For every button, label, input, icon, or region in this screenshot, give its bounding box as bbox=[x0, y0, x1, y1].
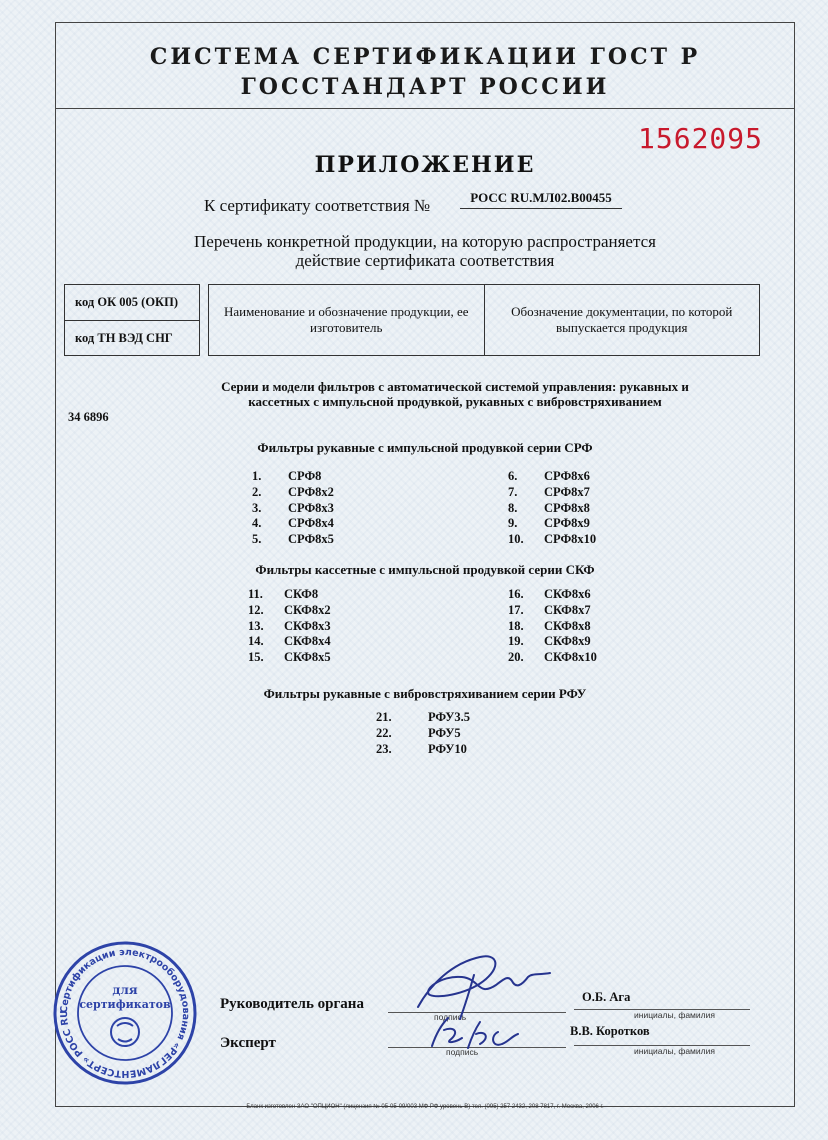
product-intro-line1: Серии и модели фильтров с автоматической системой управления: рукавных и bbox=[221, 379, 689, 394]
item-model-name: СКФ8х8 bbox=[544, 618, 591, 633]
item-number: 2. bbox=[252, 484, 262, 499]
section-title-srf: Фильтры рукавные с импульсной продувкой серии СРФ bbox=[257, 440, 593, 455]
expert-signature-caption: подпись bbox=[446, 1047, 479, 1057]
item-model-name: СКФ8х7 bbox=[544, 602, 591, 617]
list-heading-line1: Перечень конкретной продукции, на которую распространяется bbox=[194, 232, 656, 251]
item-number: 9. bbox=[508, 516, 518, 531]
system-title: СИСТЕМА СЕРТИФИКАЦИИ ГОСТ Р bbox=[149, 44, 701, 70]
section-title-rfu: Фильтры рукавные с вибровстряхиванием серии РФУ bbox=[263, 686, 587, 701]
item-number: 18. bbox=[508, 618, 524, 633]
list-item bbox=[508, 469, 596, 485]
srf-list-right bbox=[508, 469, 596, 548]
item-number: 12. bbox=[248, 602, 264, 617]
list-item bbox=[252, 516, 334, 532]
list-item bbox=[248, 603, 331, 619]
item-number: 15. bbox=[248, 650, 264, 665]
head-name: О.Б. Ага bbox=[582, 990, 631, 1004]
item-number: 1. bbox=[252, 469, 262, 483]
item-number: 14. bbox=[248, 634, 264, 649]
item-model-name: СКФ8х9 bbox=[544, 634, 591, 649]
form-serial-number: 1562095 bbox=[638, 122, 764, 155]
item-model-name: СРФ8х10 bbox=[544, 532, 597, 547]
product-name-column-header: Наименование и обозначение продукции, ее изготовитель bbox=[223, 304, 469, 335]
list-item bbox=[508, 532, 596, 548]
list-item bbox=[248, 650, 331, 666]
head-signature-caption: подпись bbox=[434, 1012, 467, 1022]
item-model-name: СРФ8х5 bbox=[288, 532, 334, 547]
okp-code-label: код ОК 005 (ОКП) bbox=[75, 295, 178, 309]
stamp-logo-mark bbox=[117, 1023, 133, 1042]
head-initials-caption: инициалы, фамилия bbox=[634, 1010, 715, 1020]
list-item bbox=[248, 619, 331, 635]
list-item bbox=[508, 501, 596, 517]
list-item bbox=[508, 619, 597, 635]
list-item bbox=[376, 710, 470, 726]
list-item bbox=[508, 650, 597, 666]
okp-code-value: 34 6896 bbox=[68, 410, 109, 424]
form-printer-footer: Бланк изготовлен ЗАО "ОПЦИОН" (лицензия № 05-05-09/003 МФ РФ уровень В) тел. (095) 257 2432, 208 7817, г. Москва, 2006 г. bbox=[246, 1104, 604, 1110]
item-number: 8. bbox=[508, 500, 518, 515]
list-item bbox=[508, 603, 597, 619]
item-model-name: СКФ8 bbox=[284, 587, 319, 601]
item-model-name: СКФ8х6 bbox=[544, 587, 591, 601]
list-item bbox=[376, 726, 470, 742]
list-item bbox=[508, 634, 597, 650]
certificate-number: РОСС RU.МЛ02.В00455 bbox=[460, 190, 622, 209]
column-header-box bbox=[208, 284, 760, 356]
item-model-name: СРФ8 bbox=[288, 469, 322, 483]
item-number: 6. bbox=[508, 469, 518, 483]
list-item bbox=[252, 532, 334, 548]
expert-initials-caption: инициалы, фамилия bbox=[634, 1046, 715, 1056]
item-model-name: СКФ8х3 bbox=[284, 618, 331, 633]
item-number: 22. bbox=[376, 725, 392, 740]
item-number: 7. bbox=[508, 484, 518, 499]
item-number: 23. bbox=[376, 741, 392, 756]
list-heading-line2: действие сертификата соответствия bbox=[295, 251, 555, 270]
item-model-name: РФУ3.5 bbox=[428, 710, 471, 724]
certificate-reference-label: К сертификату соответствия № bbox=[204, 196, 431, 215]
item-model-name: СКФ8х4 bbox=[284, 634, 331, 649]
code-header-box bbox=[64, 284, 200, 356]
item-number: 17. bbox=[508, 602, 524, 617]
item-number: 20. bbox=[508, 650, 524, 665]
expert-name: В.В. Коротков bbox=[570, 1024, 650, 1038]
item-model-name: СРФ8х2 bbox=[288, 484, 334, 499]
item-number: 3. bbox=[252, 500, 262, 515]
documentation-column-header: Обозначение документации, по которой выпускается продукция bbox=[484, 285, 760, 355]
item-model-name: СРФ8х4 bbox=[288, 516, 334, 531]
list-item bbox=[508, 587, 597, 603]
item-number: 16. bbox=[508, 587, 524, 601]
item-number: 19. bbox=[508, 634, 524, 649]
rfu-list bbox=[376, 710, 470, 757]
list-item bbox=[508, 516, 596, 532]
item-model-name: СРФ8х8 bbox=[544, 500, 590, 515]
skf-list-left bbox=[248, 587, 331, 666]
organization-stamp bbox=[52, 940, 198, 1086]
tnved-code-label: код ТН ВЭД СНГ bbox=[65, 320, 199, 356]
agency-title: ГОССТАНДАРТ РОССИИ bbox=[240, 74, 610, 100]
appendix-title: ПРИЛОЖЕНИЕ bbox=[314, 152, 536, 178]
list-item bbox=[252, 469, 334, 485]
item-model-name: СКФ8х10 bbox=[544, 650, 597, 665]
expert-signature bbox=[420, 1012, 540, 1060]
item-model-name: СРФ8х3 bbox=[288, 500, 334, 515]
item-model-name: СРФ8х9 bbox=[544, 516, 590, 531]
item-model-name: РФУ10 bbox=[428, 741, 467, 756]
section-title-skf: Фильтры кассетные с импульсной продувкой серии СКФ bbox=[255, 562, 595, 577]
list-item bbox=[252, 485, 334, 501]
item-number: 10. bbox=[508, 532, 524, 547]
stamp-inner-line2: сертификатов bbox=[79, 998, 171, 1011]
skf-list-right bbox=[508, 587, 597, 666]
item-model-name: РФУ5 bbox=[428, 725, 461, 740]
item-model-name: СКФ8х5 bbox=[284, 650, 331, 665]
expert-label: Эксперт bbox=[220, 1035, 276, 1051]
product-intro-line2: кассетных с импульсной продувкой, рукавных с вибровстряхиванием bbox=[248, 394, 662, 409]
item-number: 11. bbox=[248, 587, 263, 601]
list-item bbox=[376, 742, 470, 758]
item-model-name: СРФ8х6 bbox=[544, 469, 590, 483]
srf-list-left bbox=[252, 469, 334, 548]
item-number: 4. bbox=[252, 516, 262, 531]
list-item bbox=[248, 634, 331, 650]
item-number: 21. bbox=[376, 710, 392, 724]
head-of-body-label: Руководитель органа bbox=[220, 996, 364, 1012]
item-model-name: СРФ8х7 bbox=[544, 484, 590, 499]
list-item bbox=[508, 485, 596, 501]
item-number: 5. bbox=[252, 532, 262, 547]
header-divider bbox=[55, 108, 795, 109]
stamp-outer-text: Сертификации электрооборудования «РЕГЛАМЕНТСЕРТ» РОСС RU bbox=[58, 946, 192, 1080]
list-item bbox=[252, 501, 334, 517]
list-item bbox=[248, 587, 331, 603]
item-number: 13. bbox=[248, 618, 264, 633]
stamp-inner-line1: для bbox=[112, 983, 138, 997]
item-model-name: СКФ8х2 bbox=[284, 602, 331, 617]
